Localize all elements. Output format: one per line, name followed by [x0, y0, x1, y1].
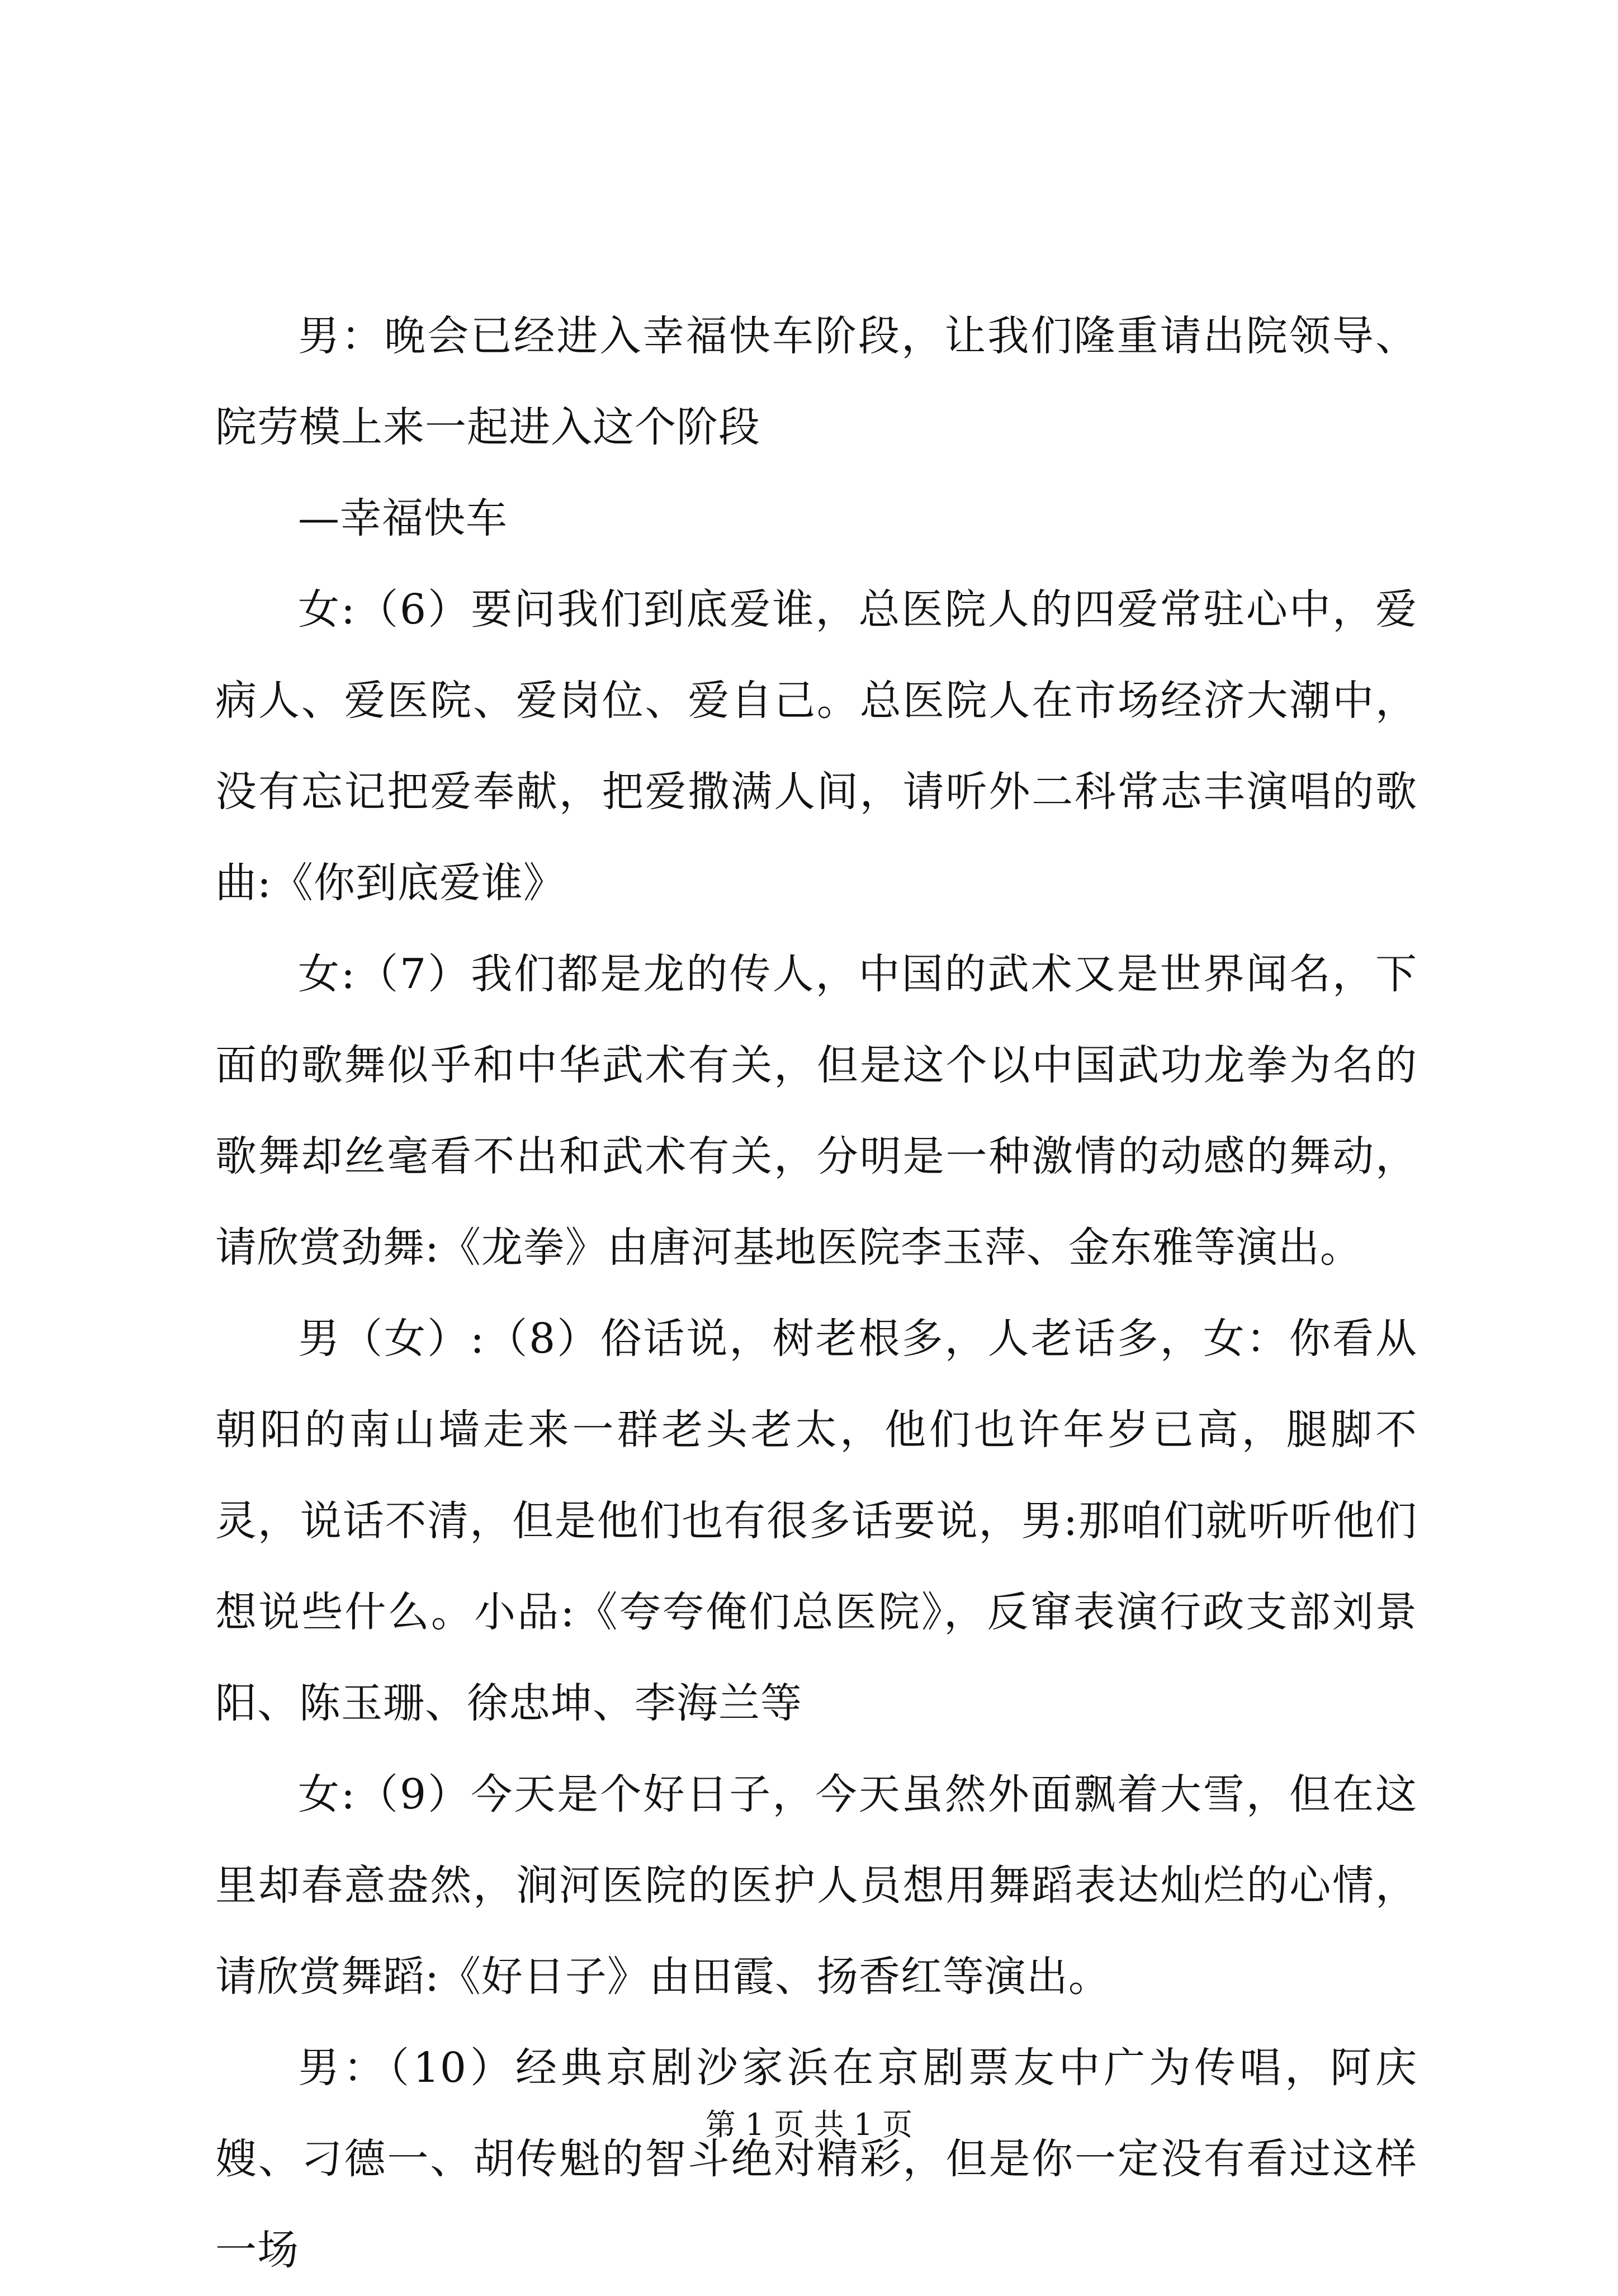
page-number-label: 第 1 页 共 1 页: [705, 2107, 913, 2142]
paragraph-2: —幸福快车: [298, 494, 508, 542]
paragraph-4: 女:（7）我们都是龙的传人，中国的武术又是世界闻名，下面的歌舞似乎和中华武术有关，但是这个以中国武功龙拳为名的歌舞却丝毫看不出和武术有关，分明是一种激情的动感的舞动，请欣赏劲舞:《龙拳》由唐河基地医院李玉萍、金东雅等演出。: [215, 950, 1417, 1272]
paragraph-3: 女:（6）要问我们到底爱谁，总医院人的四爱常驻心中，爱病人、爱医院、爱岗位、爱自己。总医院人在市场经济大潮中，没有忘记把爱奉献，把爱撒满人间，请听外二科常志丰演唱的歌曲:《你到底爱谁》: [215, 585, 1417, 907]
page-footer: [0, 2103, 1618, 2147]
paragraph-7: 男：（10）经典京剧沙家浜在京剧票友中广为传唱，阿庆嫂、刁德一、胡传魁的智斗绝对精彩，但是你一定没有看过这样一场: [215, 2044, 1417, 2274]
paragraph-1: 男：晚会已经进入幸福快车阶段，让我们隆重请出院领导、院劳模上来一起进入这个阶段: [215, 312, 1417, 451]
paragraph-5: 男（女）:（8）俗话说，树老根多，人老话多，女：你看从朝阳的南山墙走来一群老头老太，他们也许年岁已高，腿脚不灵，说话不清，但是他们也有很多话要说，男:那咱们就听听他们想说些什么。小品:《夸夸俺们总医院》，反窜表演行政支部刘景阳、陈玉珊、徐忠坤、李海兰等: [215, 1315, 1417, 1727]
paragraph-6: 女:（9）今天是个好日子，今天虽然外面飘着大雪，但在这里却春意盎然，涧河医院的医护人员想用舞蹈表达灿烂的心情，请欣赏舞蹈:《好日子》由田霞、扬香红等演出。: [215, 1770, 1417, 2001]
document-body: [215, 291, 1417, 2296]
